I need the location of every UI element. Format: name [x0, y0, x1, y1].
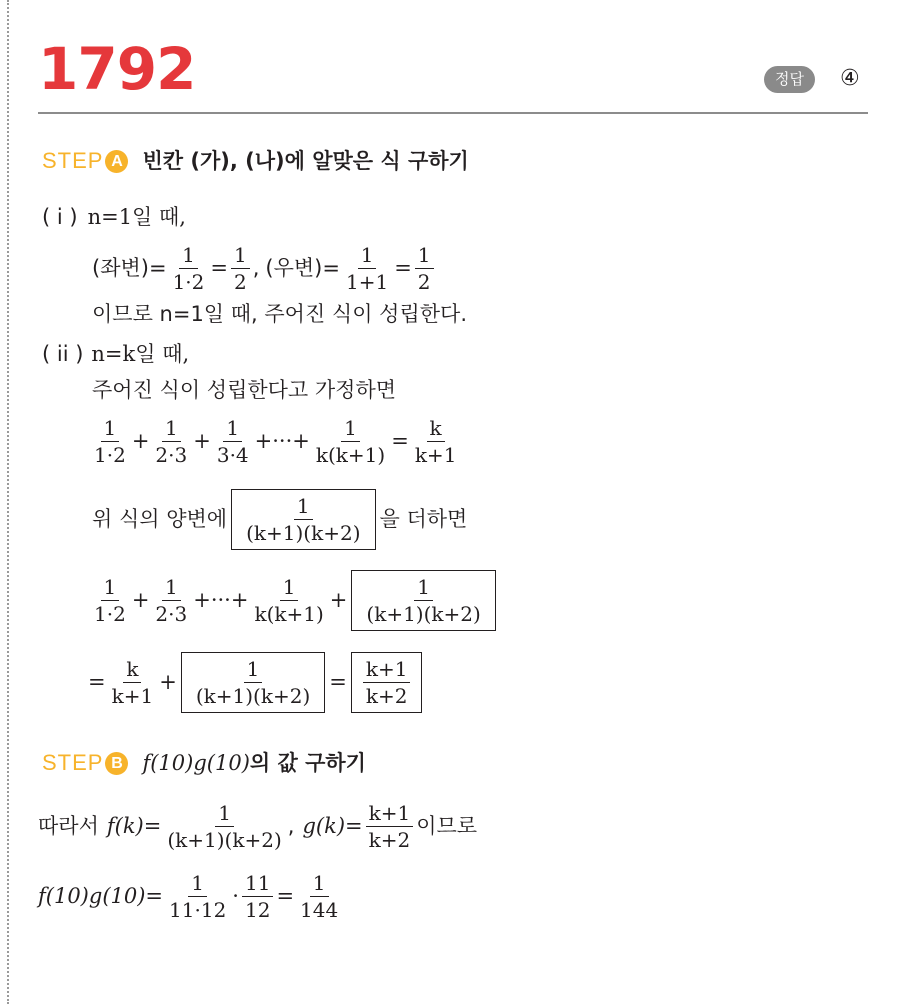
fraction: [214, 415, 252, 468]
case2-add-line: [92, 489, 467, 550]
blank-box-na: [351, 652, 423, 713]
fraction: [415, 242, 434, 295]
step-b-line-1: [38, 800, 477, 853]
numerator: k: [427, 415, 445, 442]
comma: ,: [287, 813, 295, 838]
case1-condition: [42, 205, 186, 230]
plus-sign: +: [193, 428, 211, 453]
fraction: [166, 870, 229, 923]
denominator: (k+1)(k+2): [246, 521, 361, 545]
multiply-dot: ·: [232, 883, 239, 908]
step-b-title-math: f(10)g(10): [142, 750, 250, 775]
numerator: 11: [242, 870, 273, 897]
equals-sign: =: [276, 883, 295, 908]
f-label: f(k)=: [106, 813, 162, 838]
denominator: (k+1)(k+2): [167, 828, 282, 852]
case2-equation-3: [88, 652, 426, 713]
denominator: 2·3: [155, 443, 188, 467]
numerator: 1: [341, 415, 360, 442]
denominator: 2·3: [155, 602, 188, 626]
ellipsis: +···+: [193, 587, 249, 612]
answer-badge: 정답: [764, 66, 815, 93]
numerator: 1: [215, 800, 234, 827]
denominator: k(k+1): [254, 602, 324, 626]
denominator: 1·2: [94, 443, 126, 467]
case2-assumption: 주어진 식이 성립한다고 가정하면: [92, 378, 397, 402]
step-b-letter: B: [105, 752, 128, 775]
step-b-line-2: [38, 870, 344, 923]
case2-equation-1: [88, 415, 462, 468]
step-b-heading: [42, 750, 366, 776]
numerator: 1: [294, 493, 313, 520]
denominator: k+1: [414, 443, 457, 467]
numerator: 1: [244, 656, 263, 683]
fraction: [343, 242, 391, 295]
numerator: 1: [415, 242, 434, 269]
case1-marker: ( i ): [42, 205, 78, 229]
fraction: [231, 242, 250, 295]
add-text-before: 위 식의 양변에: [92, 506, 228, 531]
g-label: g(k)=: [302, 813, 363, 838]
numerator: 1: [101, 415, 120, 442]
denominator: (k+1)(k+2): [366, 602, 481, 626]
header-rule: [38, 112, 868, 114]
tail-text: 이므로: [416, 813, 478, 838]
fraction: [363, 656, 411, 709]
fraction: [297, 870, 341, 923]
denominator: 11·12: [169, 898, 227, 922]
denominator: k+1: [111, 684, 154, 708]
blank-box-ga: [181, 652, 325, 713]
equals-sign: =: [210, 255, 228, 280]
fraction: [251, 574, 326, 627]
plus-sign: +: [131, 428, 150, 453]
fraction: [242, 870, 273, 923]
fraction: [313, 415, 388, 468]
denominator: k(k+1): [315, 443, 386, 467]
numerator: 1: [179, 242, 198, 269]
plus-sign: +: [131, 587, 150, 612]
equals-sign: =: [88, 669, 106, 694]
denominator: (k+1)(k+2): [195, 684, 311, 708]
fraction: [366, 800, 414, 853]
numerator: 1: [101, 574, 120, 601]
case2-marker: ( ii ): [42, 342, 84, 366]
case2-condition-text: n=k일 때,: [91, 342, 190, 366]
denominator: 1·2: [172, 270, 205, 294]
equals-sign: =: [394, 255, 412, 280]
denominator: 3·4: [216, 443, 249, 467]
case1-equation: [92, 242, 437, 295]
comma: ,: [252, 255, 260, 280]
numerator: 1: [162, 574, 181, 601]
denominator: 144: [300, 898, 339, 922]
numerator: 1: [188, 870, 207, 897]
fraction: [164, 800, 284, 853]
step-a-title: 빈칸 (가), (나)에 알맞은 식 구하기: [142, 148, 469, 173]
problem-number: 1792: [38, 35, 196, 103]
margin-dotted-line: [7, 0, 9, 1004]
plus-sign: +: [159, 669, 177, 694]
denominator: 2: [233, 270, 247, 294]
fraction: [243, 493, 363, 546]
numerator: 1: [231, 242, 250, 269]
case1-conclusion: 이므로 n=1일 때, 주어진 식이 성립한다.: [92, 302, 467, 326]
numerator: k+1: [366, 800, 414, 827]
right-label: (우변)=: [265, 255, 340, 280]
denominator: 2: [417, 270, 431, 294]
denominator: 1·2: [94, 602, 126, 626]
denominator: k+2: [365, 684, 408, 708]
numerator: 1: [162, 415, 181, 442]
case2-condition: [42, 342, 189, 367]
step-b-title-text: 의 값 구하기: [249, 750, 366, 775]
fraction: [412, 415, 460, 468]
numerator: 1: [310, 870, 329, 897]
add-text-after: 을 더하면: [379, 506, 468, 531]
fraction: [170, 242, 208, 295]
left-label: (좌변)=: [92, 255, 167, 280]
fraction: [193, 656, 313, 709]
step-a-tag: STEP: [42, 148, 104, 173]
case2-equation-2: [88, 570, 500, 631]
fraction: [363, 574, 483, 627]
numerator: 1: [223, 415, 242, 442]
blank-box-ga: [351, 570, 495, 631]
step-a-heading: [42, 148, 469, 174]
numerator: 1: [414, 574, 433, 601]
numerator: k+1: [363, 656, 411, 683]
plus-sign: +: [329, 587, 348, 612]
denominator: 1+1: [345, 270, 389, 294]
numerator: k: [123, 656, 141, 683]
fraction: [152, 574, 190, 627]
blank-box-ga: [231, 489, 375, 550]
case1-condition-text: n=1일 때,: [87, 205, 186, 229]
lhs: f(10)g(10)=: [38, 883, 164, 908]
fraction: [91, 574, 129, 627]
numerator: 1: [280, 574, 299, 601]
numerator: 1: [358, 242, 377, 269]
answer-value: ④: [840, 66, 860, 91]
fraction: [109, 656, 157, 709]
equals-sign: =: [329, 669, 347, 694]
lead-text: 따라서: [38, 813, 99, 838]
denominator: k+2: [368, 828, 411, 852]
step-a-letter: A: [105, 150, 128, 173]
denominator: 12: [244, 898, 271, 922]
equals-sign: =: [391, 428, 409, 453]
ellipsis: +···+: [254, 428, 310, 453]
fraction: [91, 415, 129, 468]
fraction: [152, 415, 190, 468]
step-b-tag: STEP: [42, 750, 104, 775]
